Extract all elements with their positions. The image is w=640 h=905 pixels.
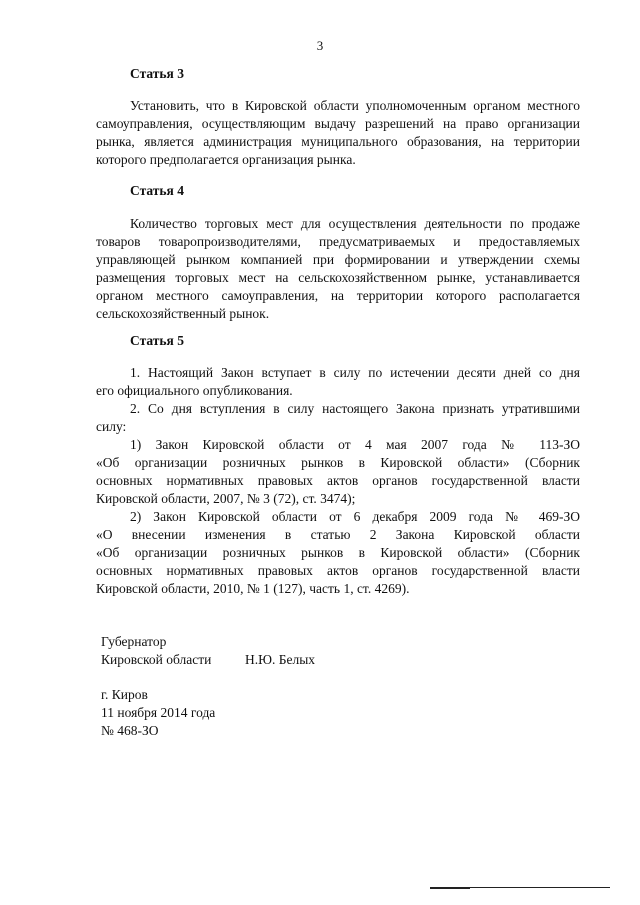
city: г. Киров: [101, 687, 148, 702]
law-number: № 468-ЗО: [101, 723, 159, 738]
repealed-law-1-line: «Об организации розничных рынков в Кировской области» (Сборник: [96, 455, 580, 470]
article-4-heading: Статья 4: [130, 183, 184, 198]
repealed-law-2-line: Кировской области, 2010, № 1 (127), часть 1, ст. 4269).: [96, 581, 410, 596]
signatory-region: Кировской области: [101, 652, 212, 667]
article-4-text: Количество торговых мест для осуществления деятельности по продаже товаров товаропроизводителями, предусматриваемых и предоставляемых управляющей рынком компанией при формировании и утверждении схемы размещения торговых мест на сельскохозяйственном рынке, устанавливается органом местного самоуправления, на территории которого располагается сельскохозяйственный рынок.: [96, 216, 580, 321]
repealed-law-1-line: 1) Закон Кировской области от 4 мая 2007 года № 113-ЗО: [130, 437, 580, 452]
article-5-heading: Статья 5: [130, 333, 184, 348]
article-3-heading: Статья 3: [130, 66, 184, 81]
repealed-law-2-line: основных нормативных правовых актов органов государственной власти: [96, 563, 580, 578]
repealed-law-2-line: 2) Закон Кировской области от 6 декабря 2009 года № 469-ЗО: [130, 509, 580, 524]
repealed-law-2-line: «Об организации розничных рынков в Кировской области» (Сборник: [96, 545, 580, 560]
page-number: 3: [316, 38, 324, 53]
article-5-p1-line: 1. Настоящий Закон вступает в силу по истечении десяти дней со дня: [130, 365, 580, 380]
article-3-text: Установить, что в Кировской области уполномоченным органом местного самоуправления, осуществляющим выдачу разрешений на право организации рынка, является администрация муниципального образования, на территории которого предполагается организация рынка.: [96, 98, 580, 167]
footer-rule-accent: [430, 887, 470, 889]
article-5-p2-line: силу:: [96, 419, 127, 434]
signatory-title: Губернатор: [101, 634, 167, 649]
article-5-p1-line: его официального опубликования.: [96, 383, 293, 398]
signatory-name: Н.Ю. Белых: [245, 652, 316, 667]
repealed-law-1-line: основных нормативных правовых актов органов государственной власти: [96, 473, 580, 488]
repealed-law-2-line: «О внесении изменения в статью 2 Закона Кировской области: [96, 527, 580, 542]
article-5-p2-line: 2. Со дня вступления в силу настоящего Закона признать утратившими: [130, 401, 580, 416]
repealed-law-1-line: Кировской области, 2007, № 3 (72), ст. 3474);: [96, 491, 356, 506]
law-date: 11 ноября 2014 года: [101, 705, 216, 720]
